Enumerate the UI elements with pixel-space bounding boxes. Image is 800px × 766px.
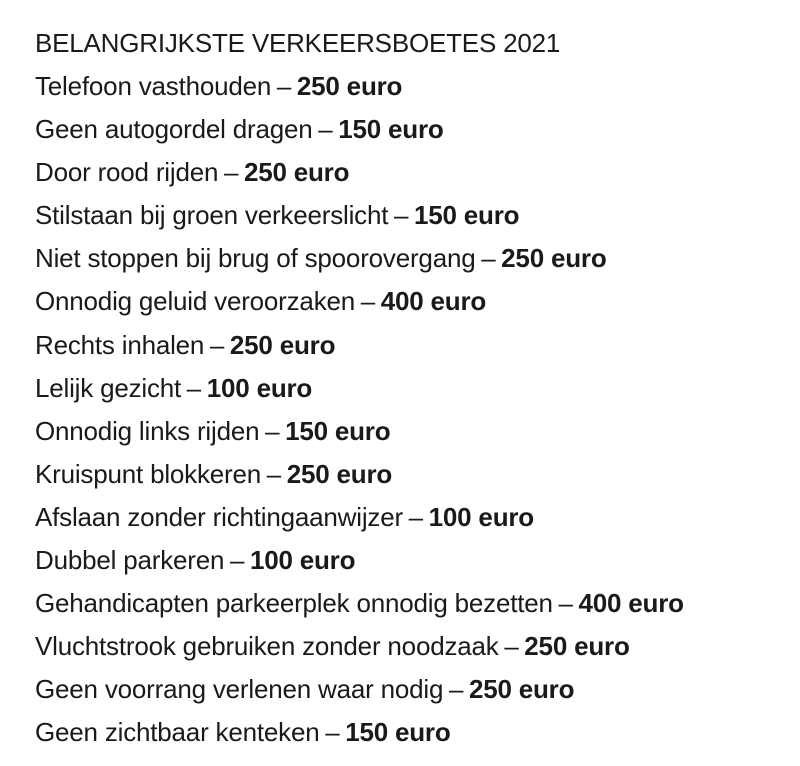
- fine-amount: 150 euro: [345, 717, 451, 748]
- fine-violation: Door rood rijden: [35, 157, 219, 188]
- fine-violation: Kruispunt blokkeren: [35, 458, 261, 489]
- fine-separator: –: [481, 243, 496, 274]
- fine-item: [35, 453, 790, 496]
- fine-violation: Onnodig geluid veroorzaken: [35, 286, 356, 317]
- fine-item: [35, 194, 790, 237]
- fine-violation: Onnodig links rijden: [35, 415, 260, 446]
- fine-amount: 150 euro: [413, 200, 520, 231]
- fine-separator: –: [209, 329, 225, 360]
- fine-amount: 250 euro: [468, 674, 575, 705]
- fine-violation: Rechts inhalen: [35, 329, 205, 360]
- fine-item: [35, 668, 790, 711]
- fine-item: [35, 324, 790, 367]
- fine-violation: Niet stoppen bij brug of spoorovergang: [35, 243, 476, 274]
- fine-amount: 250 euro: [229, 329, 336, 360]
- fine-item: [35, 367, 790, 410]
- fine-amount: 250 euro: [286, 458, 393, 489]
- fine-separator: –: [318, 114, 333, 145]
- fine-violation: Geen voorrang verlenen waar nodig: [35, 674, 444, 705]
- fine-separator: –: [504, 631, 519, 662]
- fine-item: [35, 410, 790, 453]
- fine-violation: Telefoon vasthouden: [35, 71, 272, 101]
- fine-violation: Gehandicapten parkeerplek onnodig bezetten: [35, 588, 553, 619]
- fine-separator: –: [325, 717, 340, 748]
- fine-amount: 250 euro: [296, 71, 403, 101]
- fine-item: [35, 539, 790, 582]
- fine-item: [35, 280, 790, 323]
- fine-amount: 250 euro: [524, 631, 630, 662]
- fine-item: [35, 237, 790, 280]
- fine-amount: 250 euro: [501, 243, 607, 274]
- fine-separator: –: [265, 415, 280, 446]
- fine-separator: –: [408, 501, 423, 532]
- fine-item: [35, 65, 790, 108]
- fine-item: [35, 108, 790, 151]
- fine-separator: –: [186, 372, 202, 403]
- fine-separator: –: [558, 588, 573, 619]
- fine-separator: –: [229, 545, 245, 576]
- fine-item: [35, 711, 790, 754]
- fine-item: [35, 625, 790, 668]
- fine-separator: –: [223, 157, 239, 188]
- fine-amount: 100 euro: [249, 545, 356, 576]
- fine-violation: Vluchtstrook gebruiken zonder noodzaak: [35, 631, 499, 662]
- fine-violation: Geen autogordel dragen: [35, 114, 313, 145]
- fine-amount: 150 euro: [338, 114, 444, 145]
- fine-violation: Afslaan zonder richtingaanwijzer: [35, 501, 403, 532]
- fine-violation: Dubbel parkeren: [35, 545, 225, 576]
- fine-item: [35, 496, 790, 539]
- fine-amount: 150 euro: [285, 415, 391, 446]
- fine-separator: –: [360, 286, 376, 317]
- fine-violation: Geen zichtbaar kenteken: [35, 717, 320, 748]
- fine-separator: –: [276, 71, 292, 101]
- page-title: BELANGRIJKSTE VERKEERSBOETES 2021: [35, 28, 561, 58]
- fine-separator: –: [266, 458, 281, 489]
- fine-amount: 400 euro: [380, 286, 487, 317]
- fine-item: [35, 582, 790, 625]
- fine-separator: –: [448, 674, 464, 705]
- fines-document: [35, 22, 790, 755]
- fine-list: [35, 65, 790, 755]
- fine-amount: 100 euro: [206, 372, 313, 403]
- fine-item: [35, 151, 790, 194]
- fine-amount: 400 euro: [578, 588, 684, 619]
- fine-violation: Lelijk gezicht: [35, 372, 182, 403]
- fine-violation: Stilstaan bij groen verkeerslicht: [35, 200, 389, 231]
- fine-amount: 100 euro: [428, 501, 534, 532]
- fine-amount: 250 euro: [243, 157, 350, 188]
- fine-separator: –: [393, 200, 409, 231]
